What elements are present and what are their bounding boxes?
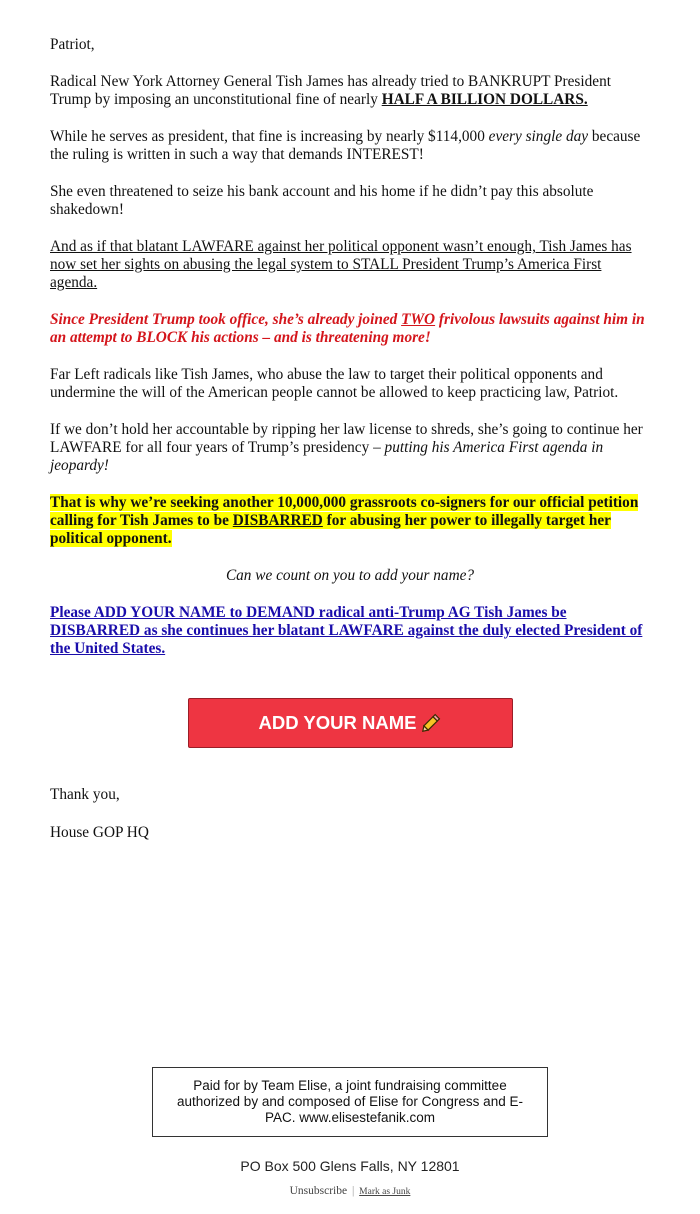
button-container	[188, 698, 513, 748]
pencil-icon	[422, 702, 442, 750]
paid-for-disclaimer: Paid for by Team Elise, a joint fundraising committee authorized by and composed of Elise for Congress and E-PAC. www.elisestefanik.com	[152, 1067, 548, 1137]
paragraph-accountable-text: If we don’t hold her accountable by ripping her law license to shreds, she’s going to continue her LAWFARE for all four years of Trump’s presidency –	[50, 421, 643, 456]
add-your-name-label: ADD YOUR NAME	[258, 712, 417, 733]
mark-as-junk-link[interactable]: Mark as Junk	[359, 1187, 411, 1197]
paragraph-interest-text: While he serves as president, that fine is increasing by nearly $114,000	[50, 128, 489, 145]
jeopardy-emphasis: putting his America First agenda in jeopardy!	[50, 439, 604, 474]
thanks-text: Thank you,	[50, 786, 120, 803]
paragraph-accountable	[50, 421, 650, 475]
paragraph-fine	[50, 73, 650, 109]
signature: House GOP HQ	[50, 824, 149, 841]
paragraph-interest-tail: because the ruling is written in such a way that demands INTEREST!	[50, 128, 641, 163]
greeting: Patriot,	[50, 36, 95, 53]
petition-tail: for abusing her power to illegally target her political opponent.	[50, 512, 611, 547]
question: Can we count on you to add your name?	[225, 567, 475, 584]
petition-highlight	[50, 494, 638, 547]
paragraph-fine-text: Radical New York Attorney General Tish James has already tried to BANKRUPT President Trump by imposing an unconstitutional fine of nearly	[50, 73, 611, 108]
every-day-emphasis: every single day	[488, 128, 589, 145]
half-billion-emphasis: HALF A BILLION DOLLARS.	[381, 91, 588, 108]
paragraph-shakedown: She even threatened to seize his bank account and his home if he didn’t pay this absolute shakedown!	[50, 183, 594, 218]
email-body	[50, 36, 650, 677]
paragraph-lawsuits	[50, 311, 650, 347]
footer-separator: |	[351, 1185, 355, 1197]
paragraph-lawfare: And as if that blatant LAWFARE against her political opponent wasn’t enough, Tish James has now set her sights on abusing the legal system to STALL President Trump’s America First agenda.	[50, 238, 632, 291]
two-emphasis: TWO	[401, 311, 436, 328]
paragraph-lawsuits-text: Since President Trump took office, she’s already joined	[50, 311, 402, 328]
unsubscribe-link[interactable]: Unsubscribe	[289, 1185, 348, 1197]
add-your-name-button[interactable]	[188, 698, 513, 748]
mailing-address: PO Box 500 Glens Falls, NY 12801	[240, 1158, 460, 1174]
paragraph-petition	[50, 494, 650, 548]
disbarred-emphasis: DISBARRED	[232, 512, 323, 529]
petition-text: That is why we’re seeking another 10,000,000 grassroots co-signers for our official petition calling for Tish James to be	[50, 494, 639, 529]
paragraph-radicals: Far Left radicals like Tish James, who abuse the law to target their political opponents and undermine the will of the American people cannot be allowed to keep practicing law, Patriot.	[50, 366, 619, 401]
cta-paragraph	[50, 604, 650, 658]
cta-link[interactable]: Please ADD YOUR NAME to DEMAND radical anti-Trump AG Tish James be DISBARRED as she continues her blatant LAWFARE against the duly elected President of the United States.	[50, 604, 643, 657]
paragraph-lawsuits-tail: frivolous lawsuits against him in an attempt to BLOCK his actions – and is threatening more!	[50, 311, 645, 346]
footer-links	[0, 1185, 700, 1197]
paragraph-interest	[50, 128, 650, 164]
